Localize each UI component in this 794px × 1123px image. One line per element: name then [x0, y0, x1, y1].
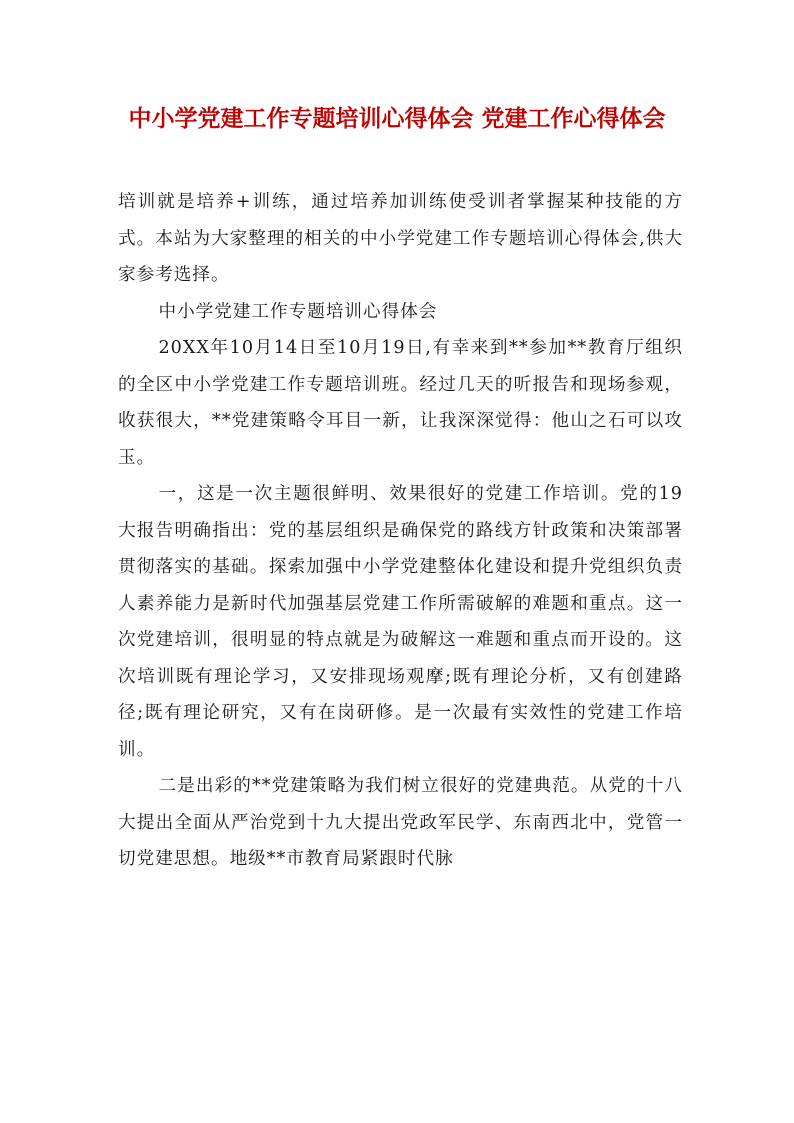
document-title: 中小学党建工作专题培训心得体会 党建工作心得体会	[128, 105, 666, 132]
document-body	[118, 184, 683, 878]
paragraph-point-one: 一，这是一次主题很鲜明、效果很好的党建工作培训。党的19大报告明确指出：党的基层组织是确保党的路线方针政策和决策部署贯彻落实的基础。探索加强中小学党建整体化建设和提升党组织负责人素养能力是新时代加强基层党建工作所需破解的难题和重点。这一次党建培训，很明显的特点就是为破解这一难题和重点而开设的。这次培训既有理论学习，又安排现场观摩;既有理论分析，又有创建路径;既有理论研究，又有在岗研修。是一次最有实效性的党建工作培训。	[118, 484, 683, 760]
paragraph-point-two: 二是出彩的**党建策略为我们树立很好的党建典范。从党的十八大提出全面从严治党到十九大提出党政军民学、东南西北中，党管一切党建思想。地级**市教育局紧跟时代脉	[118, 776, 683, 869]
paragraph-subtitle: 中小学党建工作专题培训心得体会	[158, 301, 438, 322]
paragraph-training-dates: 20XX年10月14日至10月19日,有幸来到**参加**教育厅组织的全区中小学党建工作专题培训班。经过几天的听报告和现场参观，收获很大，**党建策略令耳目一新，让我深深觉得：他山之石可以攻玉。	[118, 338, 683, 468]
paragraph-intro: 培训就是培养+训练，通过培养加训练使受训者掌握某种技能的方式。本站为大家整理的相关的中小学党建工作专题培训心得体会,供大家参考选择。	[118, 192, 683, 285]
